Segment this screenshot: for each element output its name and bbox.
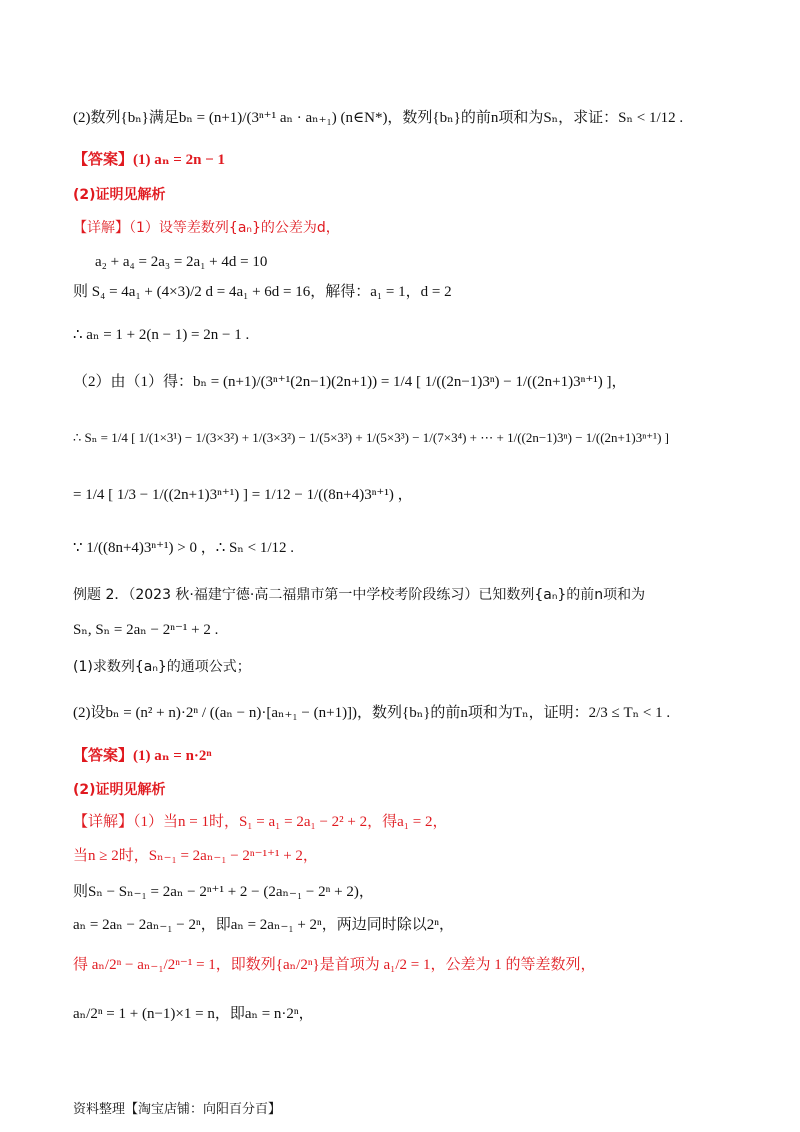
- detail-line: 【详解】（1）设等差数列{aₙ}的公差为d，: [73, 220, 340, 236]
- example-2-step4: aₙ = 2aₙ − 2aₙ₋₁ − 2ⁿ，即aₙ = 2aₙ₋₁ + 2ⁿ，两边同时除以2ⁿ，: [73, 917, 454, 933]
- example-2-answer-part2: (2)证明见解析: [73, 782, 166, 798]
- question-2: (2)数列{bₙ}满足bₙ = (n+1)/(3ⁿ⁺¹ aₙ · aₙ₊₁) (n∈N*)，数列{bₙ}的前n项和为Sₙ，求证：Sₙ < 1/12 .: [73, 110, 684, 126]
- answer-label: 【答案】(1) aₙ = 2n − 1: [73, 152, 225, 168]
- sum-expansion: ∴ Sₙ = 1/4 [ 1/(1×3¹) − 1/(3×3²) + 1/(3×3²) − 1/(5×3³) + 1/(5×3³) − 1/(7×3⁴) + ⋯ + 1/((2n−1)3ⁿ) − 1/((2n+1)3ⁿ⁺¹) ]: [73, 430, 669, 445]
- example-2-title: 例题 2．（2023 秋·福建宁德·高二福鼎市第一中学校考阶段练习）已知数列{aₙ}的前n项和为: [73, 587, 646, 603]
- sum-result: = 1/4 [ 1/3 − 1/((2n+1)3ⁿ⁺¹) ] = 1/12 − 1/((8n+4)3ⁿ⁺¹) ，: [73, 487, 413, 503]
- conclusion: ∵ 1/((8n+4)3ⁿ⁺¹) > 0 ，∴ Sₙ < 1/12 .: [73, 540, 295, 556]
- system-line-a: a₂ + a₄ = 2a₃ = 2a₁ + 4d = 10: [95, 254, 268, 270]
- part2-bn: （2）由（1）得：bₙ = (n+1)/(3ⁿ⁺¹(2n−1)(2n+1)) = 1/4 [ 1/((2n−1)3ⁿ) − 1/((2n+1)3ⁿ⁺¹) ]，: [73, 374, 627, 390]
- example-2-q2: (2)设bₙ = (n² + n)·2ⁿ / ((aₙ − n)·[aₙ₊₁ − (n+1)])，数列{bₙ}的前n项和为Tₙ，证明：2/3 ≤ Tₙ < 1 .: [73, 705, 671, 721]
- example-2-step5: 得 aₙ/2ⁿ − aₙ₋₁/2ⁿ⁻¹ = 1，即数列{aₙ/2ⁿ}是首项为 a₁/2 = 1，公差为 1 的等差数列，: [73, 957, 596, 973]
- footer-source: 资料整理【淘宝店铺：向阳百分百】: [73, 1102, 282, 1117]
- example-2-title-cont: Sₙ, Sₙ = 2aₙ − 2ⁿ⁻¹ + 2 .: [73, 622, 219, 638]
- example-2-step3: 则Sₙ − Sₙ₋₁ = 2aₙ − 2ⁿ⁺¹ + 2 − (2aₙ₋₁ − 2ⁿ + 2)，: [73, 884, 374, 900]
- example-2-answer: 【答案】(1) aₙ = n·2ⁿ: [73, 748, 212, 764]
- example-2-detail: 【详解】（1）当n = 1时，S₁ = a₁ = 2a₁ − 2² + 2，得a₁ = 2，: [73, 814, 448, 830]
- therefore-an: ∴ aₙ = 1 + 2(n − 1) = 2n − 1 .: [73, 327, 250, 343]
- answer-part2: (2)证明见解析: [73, 187, 166, 203]
- example-2-step2: 当n ≥ 2时，Sₙ₋₁ = 2aₙ₋₁ − 2ⁿ⁻¹⁺¹ + 2，: [73, 848, 318, 864]
- system-line-b: 则 S₄ = 4a₁ + (4×3)/2 d = 4a₁ + 6d = 16，解得：a₁ = 1，d = 2: [73, 284, 452, 300]
- example-2-step6: aₙ/2ⁿ = 1 + (n−1)×1 = n，即aₙ = n·2ⁿ，: [73, 1006, 314, 1022]
- example-2-q1: (1)求数列{aₙ}的通项公式；: [73, 659, 251, 675]
